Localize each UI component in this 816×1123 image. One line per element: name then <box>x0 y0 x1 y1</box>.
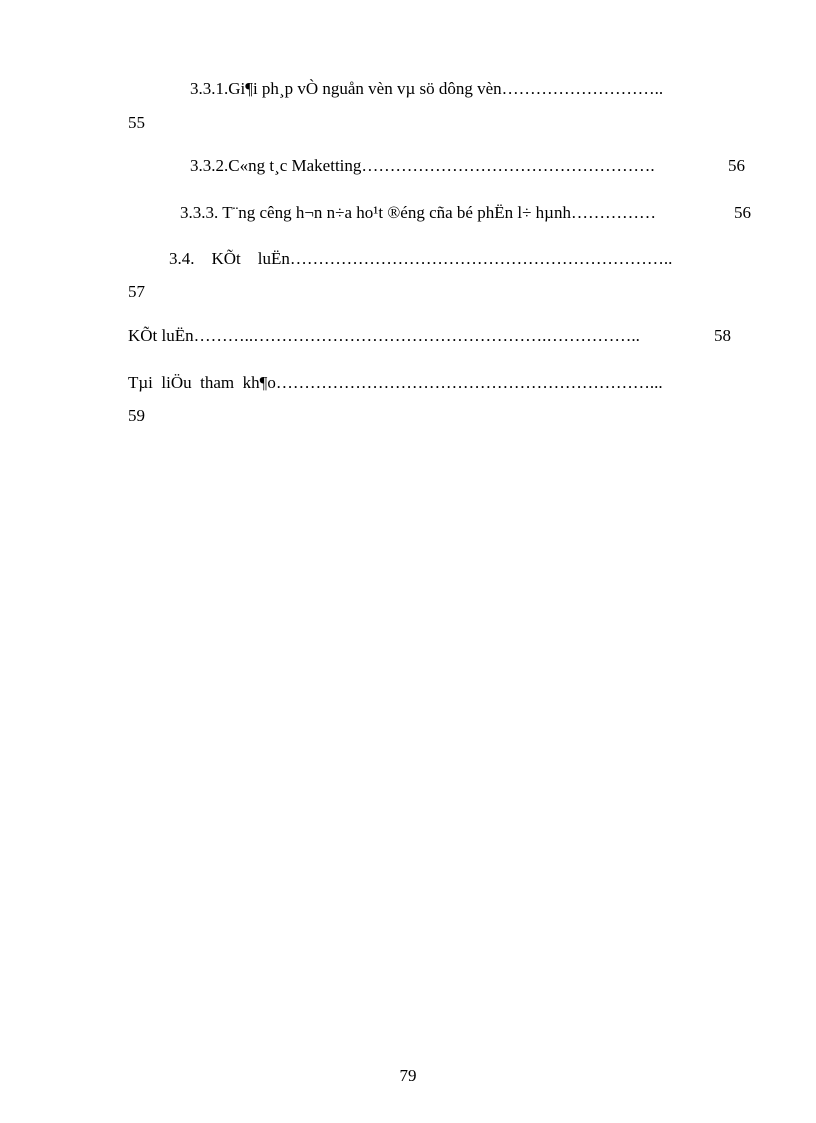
toc-leader-dots: …………………………………………………………... <box>275 373 663 392</box>
toc-entry-conclusion <box>128 326 640 346</box>
toc-entry-3-3-3 <box>180 203 656 223</box>
toc-leader-dots: …………… <box>570 203 656 222</box>
toc-entry-3-4 <box>169 249 672 269</box>
toc-entry-title: 3.3.3. T¨ng cêng h¬n n÷a ho¹t ®éng cña bé phËn l÷ hµnh <box>180 203 571 222</box>
toc-entry-page-number: 56 <box>728 156 745 175</box>
toc-entry-page-number: 55 <box>128 113 145 132</box>
toc-leader-dots: ………………………………………………………….. <box>289 249 673 268</box>
toc-entry-title: 3.4. KÕt luËn <box>169 249 290 268</box>
toc-entry-3-3-2 <box>190 156 655 176</box>
toc-entry-references <box>128 373 663 393</box>
toc-entry-title: 3.3.2.C«ng t¸c Maketting <box>190 156 362 175</box>
toc-entry-page-number: 57 <box>128 282 145 301</box>
toc-entry-page-number: 56 <box>734 203 751 222</box>
toc-entry-page-number: 58 <box>714 326 731 345</box>
toc-leader-dots: ………..…………………………………………….…………….. <box>193 326 640 345</box>
toc-leader-dots: ……………………….. <box>501 79 664 98</box>
toc-leader-dots: ……………………………………………. <box>361 156 655 175</box>
toc-entry-title: 3.3.1.Gi¶i ph¸p vÒ nguån vèn vµ sö dông vèn <box>190 79 502 98</box>
page-number: 79 <box>399 1066 417 1085</box>
toc-entry-title: Tµi liÖu tham kh¶o <box>128 373 276 392</box>
toc-entry-page-number: 59 <box>128 406 145 425</box>
toc-entry-3-3-1 <box>190 79 663 99</box>
toc-entry-title: KÕt luËn <box>128 326 194 345</box>
